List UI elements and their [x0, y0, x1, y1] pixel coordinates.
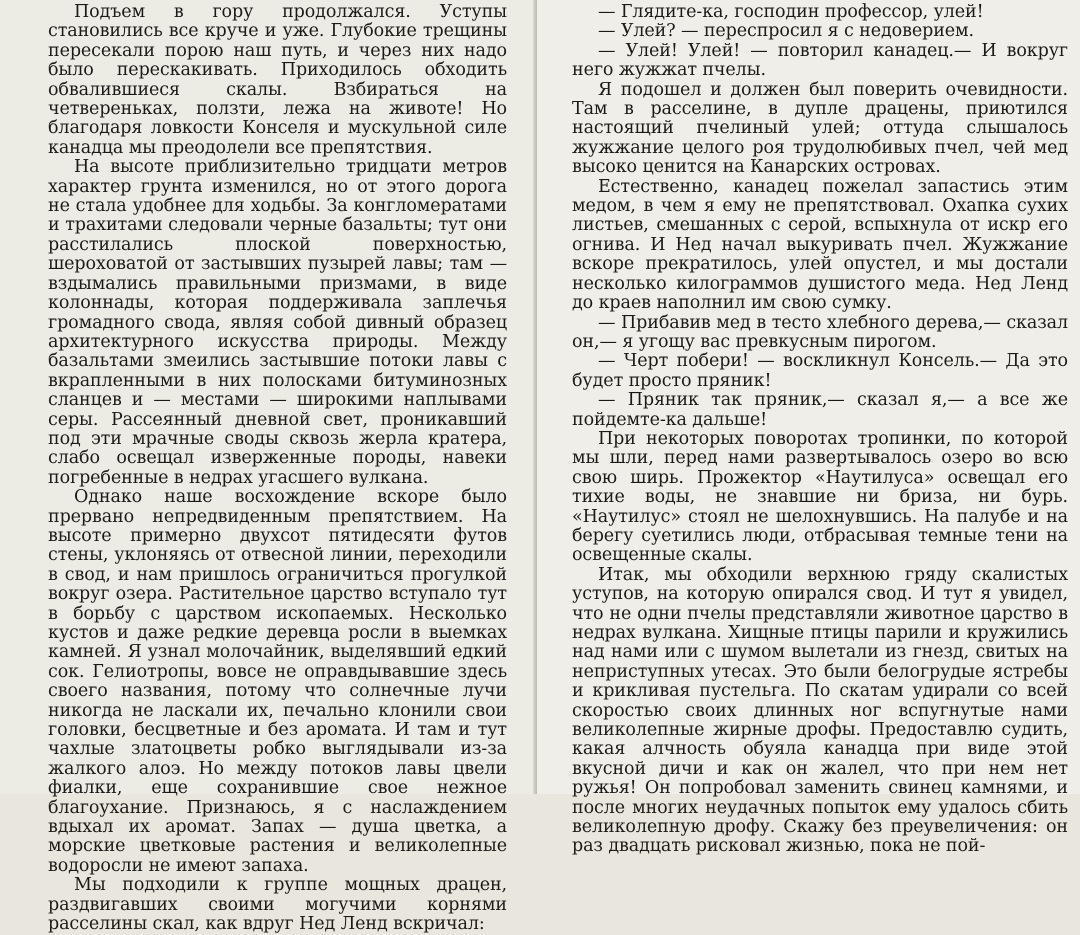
paragraph: Подъем в гору продолжался. Уступы становились все круче и уже. Глубокие трещины пересекали порою наш путь, и через них надо было перескакивать. Приходилось обходить обвалившиеся скалы. Взбираться на четвереньках, ползти, лежа на животе! Но благодаря ловкости Конселя и мускульной силе канадца мы преодолели все препятствия.	[48, 2, 507, 158]
paragraph: Итак, мы обходили верхнюю гряду скалистых уступов, на которую опирался свод. И тут я увидел, что не одни пчелы представляли животное царство в недрах вулкана. Хищные птицы парили и кружились над нами или с шумом вылетали из гнезд, свитых на неприступных утесах. Это были белогрудые ястребы и крикливая пустельга. По скатам удирали со всей скоростью своих длинных ног вспугнутые нами великолепные жирные дрофы. Предоставлю судить, какая алчность обуяла канадца при виде этой вкусной дичи и как он жалел, что при нем нет ружья! Он попробовал заменить свинец камнями, и после многих неудачных попыток ему удалось сбить великолепную дрофу. Скажу без преувеличения: он раз двадцать рисковал жизнью, пока не пой-	[572, 564, 1068, 857]
left-page	[0, 0, 537, 935]
paragraph: При некоторых поворотах тропинки, по которой мы шли, перед нами развертывалось озеро во всю свою ширь. Прожектор «Наутилуса» освещал его тихие воды, не знавшие ни бриза, ни бурь. «Наутилус» стоял не шелохнувшись. На палубе и на берегу суетились люди, отбрасывая темные тени на освещенные скалы.	[572, 428, 1068, 566]
right-page	[537, 0, 1080, 857]
paragraph: На высоте приблизительно тридцати метров характер грунта изменился, но от этого дорога не стала удобнее для ходьбы. За конгломератами и трахитами следовали черные базальты; тут они расстилались плоской поверхностью, шероховатой от застывших пузырей лавы; там — вздымались правильными призмами, в виде колоннады, которая поддерживала заплечья громадного свода, являя собой дивный образец архитектурного искусства природы. Между базальтами змеились застывшие потоки лавы с вкрапленными в них полосками битуминозных сланцев и — местами — широкими наплывами серы. Рассеянный дневной свет, проникавший под эти мрачные своды сквозь жерла кратера, слабо освещал изверженные породы, навеки погребенные в недрах угасшего вулкана.	[48, 157, 507, 488]
paragraph: — Улей! Улей! — повторил канадец.— И вокруг него жужжат пчелы.	[572, 40, 1068, 81]
paragraph: Естественно, канадец пожелал запастись этим медом, в чем я ему не препятствовал. Охапка сухих листьев, смешанных с серой, вспыхнула от искр его огнива. И Нед начал выкуривать пчел. Жужжание вскоре прекратилось, улей опустел, и мы достали несколько килограммов душистого меда. Нед Ленд до краев наполнил им свою сумку.	[572, 176, 1068, 314]
paragraph: Я подошел и должен был поверить очевидности. Там в расселине, в дупле драцены, приютился настоящий пчелиный улей; оттуда слышалось жужжание целого роя трудолюбивых пчел, чей мед высоко ценится на Канарских островах.	[572, 79, 1068, 178]
paragraph: — Прибавив мед в тесто хлебного дерева,— сказал он,— я угощу вас превкусным пирогом.	[572, 312, 1068, 352]
paragraph: — Глядите-ка, господин профессор, улей!	[598, 2, 984, 22]
paragraph: Однако наше восхождение вскоре было прервано непредвиденным препятствием. На высоте примерно двухсот пятидесяти футов стены, уклоняясь от отвесной линии, переходили в свод, и нам пришлось ограничиться прогулкой вокруг озера. Растительное царство вступало тут в борьбу с царством ископаемых. Несколько кустов и даже редкие деревца росли в выемках камней. Я узнал молочайник, выделявший едкий сок. Гелиотропы, вовсе не оправдывавшие здесь своего названия, потому что солнечные лучи никогда не ласкали их, печально клонили свои головки, бесцветные и без аромата. И там и тут чахлые златоцветы робко выглядывали из-за жалкого алоэ. Но между потоков лавы цвели фиалки, еще сохранившие свое нежное благоухание. Признаюсь, я с наслаждением вдыхал их аромат. Запах — душа цветка, а морские цветковые растения и великолепные водоросли не имеют запаха.	[48, 487, 507, 876]
paragraph: — Пряник так пряник,— сказал я,— а все же пойдемте-ка дальше!	[572, 390, 1068, 430]
paragraph: — Черт побери! — воскликнул Консель.— Да это будет просто пряник!	[572, 351, 1068, 391]
paragraph: Мы подходили к группе мощных драцен, раздвигавших своими могучими корнями расселины скал, как вдруг Нед Ленд вскричал:	[48, 875, 507, 935]
paragraph: — Улей? — переспросил я с недоверием.	[598, 21, 974, 42]
